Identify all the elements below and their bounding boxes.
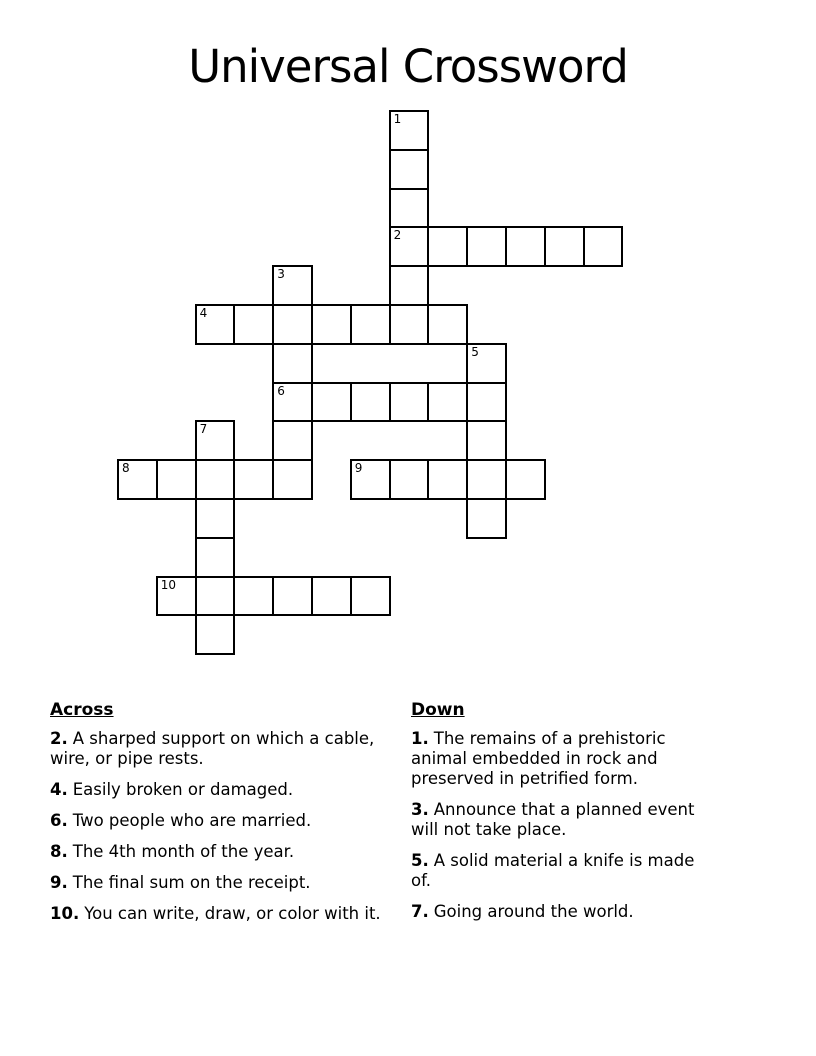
clue-across-4 [50, 780, 382, 800]
clue-number: 2. [50, 729, 68, 748]
cell-number: 5 [471, 344, 479, 359]
grid-cell[interactable] [505, 459, 546, 500]
grid-cell[interactable] [233, 304, 274, 345]
grid-cell[interactable] [311, 576, 352, 617]
grid-cell[interactable] [195, 576, 236, 617]
grid-cell[interactable] [466, 459, 507, 500]
grid-cell[interactable] [311, 382, 352, 423]
grid-cell[interactable] [389, 265, 430, 306]
grid-cell[interactable] [389, 304, 430, 345]
clue-text: Easily broken or damaged. [72, 780, 294, 799]
grid-cell[interactable] [233, 576, 274, 617]
grid-cell[interactable] [350, 382, 391, 423]
grid-cell[interactable] [195, 537, 236, 578]
grid-cell[interactable] [466, 226, 507, 267]
across-clues-section [50, 700, 382, 935]
grid-cell[interactable] [311, 304, 352, 345]
grid-cell[interactable] [272, 420, 313, 461]
clue-text: Two people who are married. [72, 811, 312, 830]
clue-number: 10. [50, 904, 80, 923]
grid-cell[interactable] [466, 420, 507, 461]
grid-cell[interactable] [156, 459, 197, 500]
page-title: Universal Crossword [188, 40, 628, 93]
clue-number: 3. [411, 800, 429, 819]
grid-cell[interactable] [350, 576, 391, 617]
grid-cell[interactable] [583, 226, 624, 267]
clue-across-6 [50, 811, 382, 831]
grid-cell[interactable] [195, 614, 236, 655]
clue-across-8 [50, 842, 382, 862]
grid-cell[interactable] [195, 420, 236, 461]
clue-number: 7. [411, 902, 429, 921]
clue-text: The remains of a prehistoric animal embedded in rock and preserved in petrified form. [411, 729, 666, 788]
cell-number: 1 [393, 112, 402, 126]
clue-number: 1. [411, 729, 429, 748]
grid-cell[interactable] [389, 226, 430, 267]
clue-text: The final sum on the receipt. [72, 873, 311, 892]
grid-cell[interactable] [544, 226, 585, 267]
cell-number: 2 [393, 228, 402, 243]
down-heading: Down [411, 700, 465, 720]
grid-cell[interactable] [389, 382, 430, 423]
grid-cell[interactable] [427, 304, 468, 345]
grid-cell[interactable] [233, 459, 274, 500]
clue-down-5 [411, 851, 701, 891]
grid-cell[interactable] [272, 265, 313, 306]
clue-number: 5. [411, 851, 429, 870]
grid-cell[interactable] [389, 459, 430, 500]
grid-cell[interactable] [195, 498, 236, 539]
grid-cell[interactable] [350, 459, 391, 500]
clue-number: 9. [50, 873, 68, 892]
cell-number: 10 [160, 577, 177, 592]
grid-cell[interactable] [195, 304, 236, 345]
cell-number: 6 [277, 383, 285, 398]
grid-cell[interactable] [195, 459, 236, 500]
cell-number: 8 [122, 461, 130, 476]
grid-cell[interactable] [505, 226, 546, 267]
clue-text: A sharped support on which a cable, wire, or pipe rests. [50, 729, 375, 768]
clue-across-2 [50, 729, 382, 769]
grid-cell[interactable] [272, 576, 313, 617]
clue-down-1 [411, 729, 701, 789]
cell-number: 7 [199, 422, 208, 437]
grid-cell[interactable] [117, 459, 158, 500]
grid-cell[interactable] [272, 459, 313, 500]
grid-cell[interactable] [389, 188, 430, 229]
grid-cell[interactable] [389, 110, 430, 151]
down-clues-section [411, 700, 701, 933]
grid-cell[interactable] [272, 382, 313, 423]
grid-cell[interactable] [156, 576, 197, 617]
clue-number: 8. [50, 842, 68, 861]
clue-text: A solid material a knife is made of. [411, 851, 695, 890]
clue-number: 4. [50, 780, 68, 799]
cell-number: 4 [199, 306, 208, 320]
grid-cell[interactable] [466, 382, 507, 423]
clue-across-10 [50, 904, 382, 924]
clue-number: 6. [50, 811, 68, 830]
grid-cell[interactable] [272, 304, 313, 345]
grid-cell[interactable] [350, 304, 391, 345]
grid-cell[interactable] [466, 343, 507, 384]
grid-cell[interactable] [427, 226, 468, 267]
clue-text: Announce that a planned event will not take place. [411, 800, 695, 839]
clue-down-3 [411, 800, 701, 840]
cell-number: 3 [277, 267, 285, 282]
grid-cell[interactable] [427, 459, 468, 500]
clue-text: You can write, draw, or color with it. [84, 904, 381, 923]
grid-cell[interactable] [272, 343, 313, 384]
clue-across-9 [50, 873, 382, 893]
across-heading: Across [50, 700, 114, 720]
grid-cell[interactable] [427, 382, 468, 423]
grid-cell[interactable] [466, 498, 507, 539]
cell-number: 9 [354, 461, 363, 476]
clue-down-7 [411, 902, 701, 922]
clue-text: Going around the world. [433, 902, 634, 921]
grid-cell[interactable] [389, 149, 430, 190]
clue-text: The 4th month of the year. [72, 842, 295, 861]
